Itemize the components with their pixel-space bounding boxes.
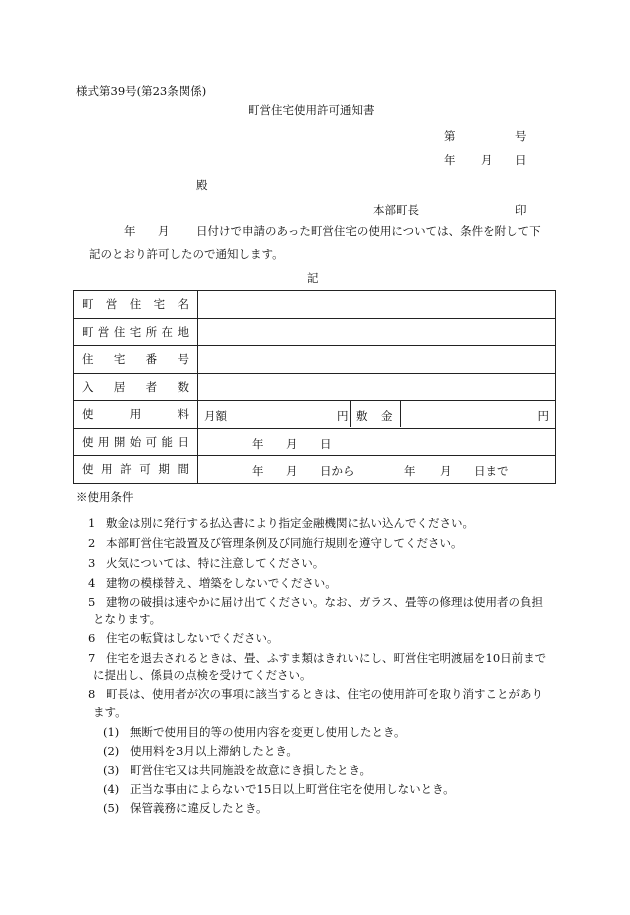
label-char: 本部町営住宅設置及び管理条例及び同施行規則を遵守してください。 xyxy=(106,536,463,550)
label-char: 用 xyxy=(97,434,110,449)
value-start-date xyxy=(198,428,556,456)
body-month: 月 xyxy=(158,224,170,238)
label-house-name xyxy=(82,296,189,312)
fee-monthly-label: 月額 xyxy=(204,409,227,424)
label-char: 建物の模様替え、増築をしないでください。 xyxy=(106,576,337,590)
label-char: 宅 xyxy=(129,324,142,339)
label-char: 可 xyxy=(145,434,158,449)
label-char: (1) xyxy=(103,725,120,739)
label-char: 使用料を3月以上滞納したとき。 xyxy=(130,744,298,758)
deposit-label-2: 金 xyxy=(381,409,393,424)
addressee-suffix: 殿 xyxy=(196,178,208,192)
date-day: 日 xyxy=(515,153,527,167)
table-row-house-name xyxy=(74,291,556,319)
start-month: 月 xyxy=(286,436,298,451)
label-char: 間 xyxy=(177,462,189,477)
value-fee xyxy=(198,401,556,429)
label-char: 許 xyxy=(120,462,132,477)
condition-5-cont: となります。 xyxy=(93,612,162,626)
label-char: 宅 xyxy=(113,352,126,367)
deposit-label-1: 敷 xyxy=(356,409,368,424)
table-row-period xyxy=(74,456,556,484)
label-char: 日 xyxy=(177,434,189,449)
label-char: 用 xyxy=(129,407,142,422)
label-char: 4 xyxy=(88,576,96,590)
label-char: 用 xyxy=(101,462,113,477)
value-house-address xyxy=(198,318,556,346)
label-char: 住 xyxy=(113,324,126,339)
label-char: 住宅の転貸はしないでください。 xyxy=(106,631,279,645)
label-char: 3 xyxy=(88,556,96,570)
value-house-name xyxy=(198,291,556,319)
label-char: 保管義務に違反したとき。 xyxy=(130,801,268,815)
label-char: 6 xyxy=(88,631,96,645)
label-char: 7 xyxy=(88,651,96,665)
label-char: 町 xyxy=(82,324,94,339)
label-char: (5) xyxy=(103,801,120,815)
table-row-fee xyxy=(74,401,556,429)
label-char: 使 xyxy=(82,462,94,477)
table-row-residents xyxy=(74,373,556,401)
label-residents xyxy=(82,379,189,395)
deposit-yen: 円 xyxy=(537,409,549,424)
label-char: 無断で使用目的等の使用内容を変更し使用したとき。 xyxy=(130,725,406,739)
label-char: 使 xyxy=(82,434,94,449)
table-row-start-date xyxy=(74,428,556,456)
label-char: 地 xyxy=(177,324,189,339)
label-char: 正当な事由によらないで15日以上町営住宅を使用しないとき。 xyxy=(130,782,455,796)
label-period xyxy=(82,461,189,477)
label-char: 住 xyxy=(129,297,142,312)
label-char: 入 xyxy=(82,379,94,394)
value-period xyxy=(198,456,556,484)
label-char: 期 xyxy=(158,462,170,477)
period-month-2: 月 xyxy=(440,464,452,479)
period-year: 年 xyxy=(252,464,264,479)
label-char: 住 xyxy=(82,352,94,367)
label-char: 居 xyxy=(113,379,126,394)
label-char: 営 xyxy=(97,324,110,339)
label-char: 営 xyxy=(105,297,118,312)
date-year: 年 xyxy=(444,153,456,167)
period-until: 日まで xyxy=(474,464,509,479)
label-char: 開 xyxy=(113,434,126,449)
label-char: 町 xyxy=(82,297,94,312)
label-char: 数 xyxy=(177,379,189,394)
label-fee xyxy=(82,406,189,422)
table-row-house-number xyxy=(74,346,556,374)
label-char: 宅 xyxy=(153,297,166,312)
label-char: 町長は、使用者が次の事項に該当するときは、住宅の使用許可を取り消すことがあり xyxy=(106,687,543,701)
body-line-2: 記のとおり許可したので通知します。 xyxy=(89,247,284,261)
body-line-1: 日付けで申請のあった町営住宅の使用については、条件を附して下 xyxy=(196,224,541,238)
label-char: 在 xyxy=(161,324,174,339)
label-char: (2) xyxy=(103,744,120,758)
label-char: 8 xyxy=(88,687,96,701)
label-start-date xyxy=(82,434,189,450)
label-house-address xyxy=(82,324,189,340)
date-month: 月 xyxy=(481,153,493,167)
fee-yen: 円 xyxy=(337,409,349,424)
label-char: 建物の破損は速やかに届け出てください。なお、ガラス、畳等の修理は使用者の負担 xyxy=(106,595,543,609)
table-row-house-address xyxy=(74,318,556,346)
label-char: 住宅を退去されるときは、畳、ふすま類はきれいにし、町営住宅明渡届を10日前まで xyxy=(106,651,547,665)
label-char: 5 xyxy=(88,595,96,609)
value-house-number xyxy=(198,346,556,374)
label-char: 2 xyxy=(88,536,96,550)
label-char: 者 xyxy=(145,379,158,394)
start-day: 日 xyxy=(320,436,332,451)
number-go: 号 xyxy=(515,129,527,143)
form-number: 様式第39号(第23条関係) xyxy=(76,84,207,98)
label-char: 所 xyxy=(145,324,158,339)
ki-marker: 記 xyxy=(307,271,319,285)
label-char: 町営住宅又は共同施設を故意にき損したとき。 xyxy=(130,763,372,777)
label-char: (3) xyxy=(103,763,120,777)
sender: 本部町長 xyxy=(373,203,419,217)
label-char: 番 xyxy=(145,352,158,367)
condition-7-cont: に提出し、係員の点検を受けてください。 xyxy=(93,668,312,682)
document-title: 町営住宅使用許可通知書 xyxy=(248,103,375,117)
start-year: 年 xyxy=(252,436,264,451)
label-char: 使 xyxy=(82,407,94,422)
number-dai: 第 xyxy=(444,129,456,143)
body-year: 年 xyxy=(124,224,136,238)
period-year-2: 年 xyxy=(404,464,416,479)
label-char: 火気については、特に注意してください。 xyxy=(106,556,325,570)
label-char: 可 xyxy=(139,462,151,477)
value-residents xyxy=(198,373,556,401)
condition-8-cont: ます。 xyxy=(93,705,127,719)
label-char: 号 xyxy=(177,352,189,367)
label-char: 始 xyxy=(129,434,142,449)
label-char: (4) xyxy=(103,782,120,796)
label-house-number xyxy=(82,351,189,367)
label-char: 1 xyxy=(88,516,96,530)
conditions-heading: ※使用条件 xyxy=(76,490,134,504)
period-from: 日から xyxy=(320,464,355,479)
period-month: 月 xyxy=(286,464,298,479)
label-char: 料 xyxy=(177,407,189,422)
label-char: 名 xyxy=(177,297,189,312)
label-char: 敷金は別に発行する払込書により指定金融機関に払い込んでください。 xyxy=(106,516,474,530)
permit-table xyxy=(73,290,556,484)
label-char: 能 xyxy=(161,434,174,449)
seal-mark: 印 xyxy=(515,203,527,217)
